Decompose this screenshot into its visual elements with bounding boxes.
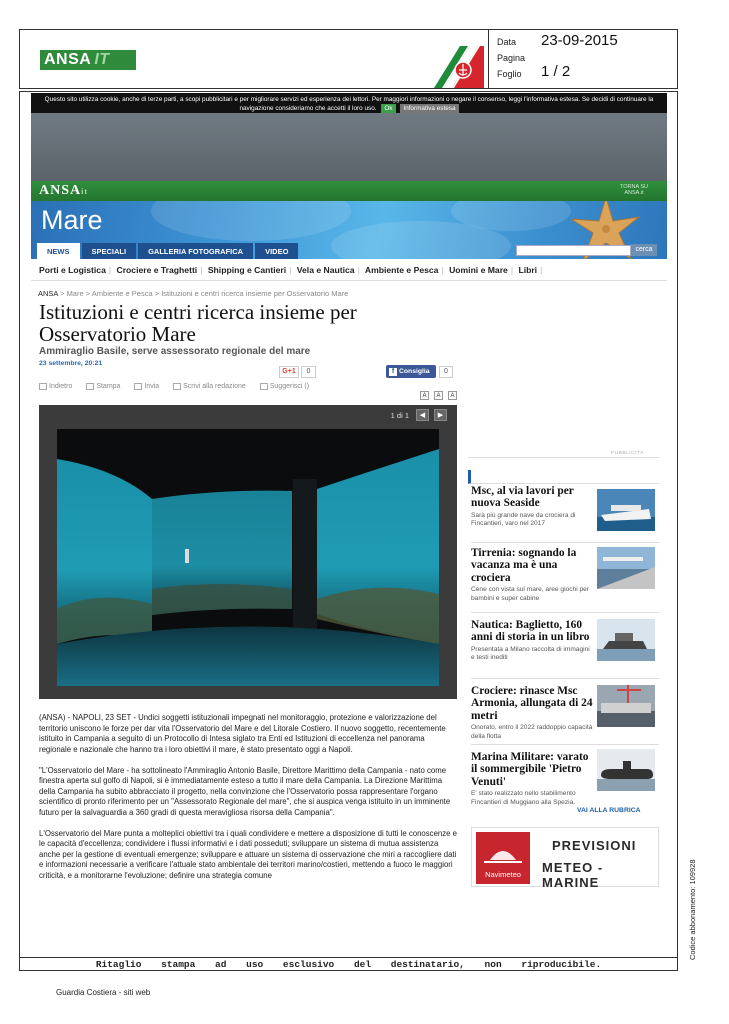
sheet-value: 1 / 2	[541, 63, 571, 80]
pencil-icon	[173, 383, 181, 390]
page-label: Pagina	[497, 53, 526, 63]
subscription-code: Codice abbonamento: 109928	[688, 859, 697, 960]
breadcrumb-home[interactable]: ANSA	[38, 289, 59, 298]
divider	[468, 457, 659, 458]
news-title[interactable]: Crociere: rinasce Msc Armonia, allungata di 24 metri	[471, 685, 593, 722]
news-desc: Presentata a Milano raccolta di immagini e testi inediti	[471, 645, 590, 662]
search-button[interactable]: cerca	[631, 244, 657, 256]
article-title: Istituzioni e centri ricerca insieme per Osservatorio Mare	[39, 300, 357, 346]
gallery-counter: 1 di 1	[390, 411, 409, 420]
date-label: Data	[497, 37, 517, 47]
news-title[interactable]: Nautica: Baglietto, 160 anni di storia in un libro	[471, 619, 590, 644]
photo-gallery	[39, 405, 457, 699]
cookie-ok-button[interactable]: Ok	[381, 104, 395, 113]
news-title[interactable]: Marina Militare: varato il sommergibile 'Pietro Venuti'	[471, 751, 589, 788]
article-subtitle: Ammiraglio Basile, serve assessorato regionale del mare	[39, 346, 311, 357]
news-title[interactable]: Msc, al via lavori per nuova Seaside	[471, 485, 574, 510]
navimeteo-brand: Navimeteo	[485, 870, 521, 879]
printer-icon	[86, 383, 94, 390]
tab-video[interactable]: VIDEO	[255, 243, 298, 259]
gplus-count: 0	[301, 366, 316, 378]
tab-speciali[interactable]: SPECIALI	[82, 243, 137, 259]
write-link[interactable]: Scrivi alla redazione	[173, 383, 252, 390]
font-increase-button[interactable]: A	[448, 391, 457, 400]
arrow-icon	[39, 383, 47, 390]
web-page	[31, 93, 667, 898]
cookie-text: Questo sito utilizza cookie, anche di terze parti, a scopi pubblicitari e per migliorare servizi ed esperienza dei lettori. Per maggiori informazioni o negare il consenso, leggi l'informativa estesa. Se decidi di continuare la navigazione consideriamo che accetti il loro uso.	[44, 96, 654, 112]
back-to-ansa-link[interactable]: TORNA SU ANSA.it	[619, 184, 648, 196]
sidebar-news-item[interactable]	[471, 745, 659, 806]
gallery-prev-button[interactable]: ◀	[416, 409, 429, 421]
aquarium-illustration	[57, 429, 439, 686]
clipping-metadata	[488, 30, 678, 88]
search-input[interactable]	[516, 245, 631, 256]
category-nav: Porti e Logistica | Crociere e Traghetti | Shipping e Cantieri | Vela e Nautica | Ambiente e Pesca | Uomini e Mare | Libri |	[31, 259, 667, 281]
article-date: 23 settembre, 20:21	[39, 360, 103, 367]
aquarium-photo	[57, 429, 439, 686]
nav-ambiente[interactable]: Ambiente e Pesca	[364, 265, 439, 275]
article-toolbar	[39, 383, 459, 395]
news-desc: E' stato realizzato nello stabilimento Fincantieri di Muggiano alla Spezia.	[471, 790, 576, 806]
news-desc: Sarà più grande nave da crociera di Fincantieri, varo nel 2017	[471, 511, 576, 528]
ad-label: PUBBLICITÀ	[611, 451, 644, 456]
ansa-logo[interactable]: ANSAit	[39, 183, 89, 198]
article-paragraph: (ANSA) - NAPOLI, 23 SET - Undici soggetti istituzionali impegnati nel monitoraggio, protezione e valorizzazione del territorio uniscono le forze per dar vita l'Osservatorio del Mare e del Litorale Costiero. Il nuovo soggetto, recentemente istituito in Campania a seguito di un Protocollo di Intesa siglato tra Enti ed Istituzioni di eccellenza nel panorama regionale e nazionale che hanno tra i loro obiettivi il mare, è stato presentato oggi a Napoli.	[39, 713, 446, 754]
facebook-like-button[interactable]: f Consiglia	[386, 365, 436, 378]
article-paragraph: "L'Osservatorio del Mare - ha sottolineato l'Ammiraglio Antonio Basile, Direttore Marittimo della Campania - nato come finestra aperta sul golfo di Napoli, si è immediatamente esteso a tutto il mare della Campania. La Direzione Marittima della Campania ha subito abbracciato il progetto, nella convinzione che l'Osservatorio possa rappresentare l'organo scientifico di pronto riferimento per un "Assessorato Regionale del mare", che si auspica venga istituito in un imminente futuro per la salvaguardia a 360 gradi di questa meravigliosa risorsa della Campania".	[39, 765, 451, 817]
nav-uomini[interactable]: Uomini e Mare	[449, 265, 508, 275]
ferry-deck-thumbnail	[597, 547, 655, 589]
nav-shipping[interactable]: Shipping e Cantieri	[207, 265, 287, 275]
meteo-line-2: METEO - MARINE	[542, 860, 604, 890]
speech-bubble-icon	[260, 383, 268, 390]
send-link[interactable]: Invia	[134, 383, 165, 390]
nav-libri[interactable]: Libri	[518, 265, 538, 275]
disclaimer-bar: Ritaglio stampa ad uso esclusivo del destinatario, non riproducibile.	[19, 957, 678, 971]
rubrica-header	[468, 470, 659, 484]
clipping-header	[19, 29, 678, 89]
mare-banner	[31, 201, 667, 259]
ansa-it-logo: ANSA IT	[40, 50, 136, 70]
nav-porti[interactable]: Porti e Logistica	[39, 265, 106, 275]
gallery-next-button[interactable]: ▶	[434, 409, 447, 421]
tab-galleria[interactable]: GALLERIA FOTOGRAFICA	[138, 243, 253, 259]
back-link[interactable]: Indietro	[39, 383, 78, 390]
tab-news[interactable]: NEWS	[37, 243, 80, 259]
nav-crociere[interactable]: Crociere e Traghetti	[116, 265, 198, 275]
navimeteo-banner[interactable]	[471, 827, 659, 890]
news-desc: Cene con vista sul mare, aree giochi per bambini e super cabine	[471, 586, 590, 602]
section-tabs	[37, 241, 300, 259]
cookie-info-button[interactable]: Informativa estesa	[400, 104, 458, 113]
suggest-link[interactable]: Suggerisci ()	[260, 383, 315, 390]
news-title[interactable]: Tirrenia: sognando la vacanza ma è una crociera	[471, 547, 577, 584]
sidebar-news-item[interactable]	[471, 485, 659, 543]
source-label: Guardia Costiera - siti web	[56, 988, 151, 997]
cruise-ship-thumbnail	[597, 489, 655, 531]
meteo-line-1: PREVISIONI	[552, 838, 637, 853]
ansa-top-bar	[31, 181, 667, 201]
sidebar-news-item[interactable]	[471, 613, 659, 679]
top-ad-band	[31, 113, 667, 181]
nav-vela[interactable]: Vela e Nautica	[296, 265, 355, 275]
coast-guard-logo-icon	[434, 46, 484, 88]
date-value: 23-09-2015	[541, 32, 618, 49]
ad-slot[interactable]	[468, 287, 659, 455]
facebook-icon: f	[389, 368, 397, 376]
submarine-thumbnail	[597, 749, 655, 791]
sidebar-news-item[interactable]	[471, 543, 659, 613]
article-paragraph: L'Osservatorio del Mare punta a molteplici obiettivi tra i quali condividere e mettere a disposizione di tutti le conoscenze e le capacità d'eccellenza; condividere i flussi informativi e i dati posseduti; sviluppare un sistema di mutua assistenza anche per la gestione di eventuali emergenze; sviluppare e attuare un sistema di osservazione che miri a raccogliere dati e informazioni necessarie a verificare l'attuale stato ambientale dei territori marino/costieri, mettendo a fuoco le maggiori criticità, e a monitorarne l'evoluzione; definire una strategia comune	[39, 828, 457, 880]
news-desc: Onorato, entro il 2022 raddoppio capacità della flotta	[471, 724, 593, 740]
breadcrumb	[38, 289, 348, 298]
article-body	[39, 713, 457, 892]
navimeteo-logo	[476, 832, 530, 884]
breadcrumb-path[interactable]: > Mare > Ambiente e Pesca > Istituzioni e centri ricerca insieme per Osservatorio Mare	[58, 289, 349, 298]
sidebar-news-item[interactable]	[471, 679, 659, 745]
print-link[interactable]: Stampa	[86, 383, 126, 390]
font-decrease-button[interactable]: A	[420, 391, 429, 400]
font-reset-button[interactable]: A	[434, 391, 443, 400]
section-title: Mare	[41, 205, 103, 235]
publisher-logo-area	[20, 30, 430, 88]
sailboat-icon	[476, 832, 530, 866]
wave-decoration	[151, 201, 351, 241]
sheet-label: Foglio	[497, 69, 522, 79]
facebook-count: 0	[439, 366, 453, 378]
font-size-controls	[415, 384, 457, 402]
yacht-thumbnail	[597, 619, 655, 661]
cookie-banner	[31, 93, 667, 113]
vai-alla-rubrica-link[interactable]: VAI ALLA RUBRICA	[577, 807, 641, 814]
gplus-button[interactable]: G+1	[279, 366, 299, 378]
envelope-icon	[134, 383, 142, 390]
shipyard-thumbnail	[597, 685, 655, 727]
